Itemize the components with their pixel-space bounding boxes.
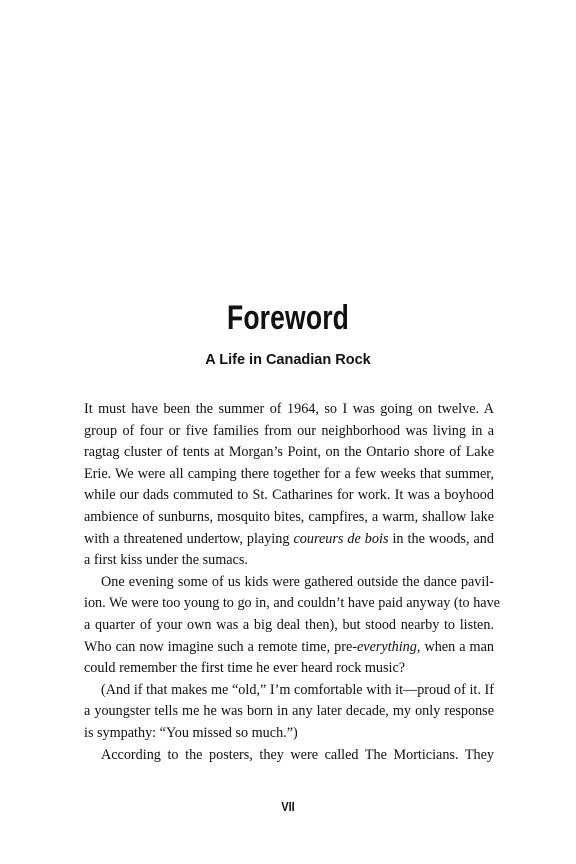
text-line: with a threatened undertow, playing coureurs de bois in the woods, and	[84, 530, 494, 547]
paragraph-3	[84, 680, 494, 745]
page-number: VII	[281, 799, 295, 814]
text-line: ambience of sunburns, mosquito bites, campfires, a warm, shallow lake	[84, 508, 494, 525]
text-line: Who can now imagine such a remote time, pre-everything, when a man	[84, 638, 494, 655]
emphasis: coureurs de bois	[293, 530, 389, 547]
paragraph-1	[84, 399, 494, 572]
body-text	[84, 399, 500, 766]
text-line: a youngster tells me he was born in any later decade, my only response	[84, 703, 494, 720]
text-line: One evening some of us kids were gathered outside the dance pavil-	[101, 573, 494, 590]
text-line: ion. We were too young to go in, and couldn’t have paid anyway (to have	[84, 595, 500, 612]
text-line: while our dads commuted to St. Catharines for work. It was a boyhood	[84, 487, 494, 504]
text-line: According to the posters, they were called The Morticians. They	[101, 746, 494, 763]
paragraph-4	[84, 745, 494, 767]
paragraph-2	[84, 572, 500, 680]
text-line: a first kiss under the sumacs.	[84, 552, 248, 569]
text-line: is sympathy: “You missed so much.”)	[84, 724, 298, 741]
text-line: could remember the first time he ever heard rock music?	[84, 660, 406, 677]
chapter-title: Foreword	[226, 299, 350, 337]
chapter-subtitle: A Life in Canadian Rock	[205, 352, 371, 368]
text-line: ragtag cluster of tents at Morgan’s Point, on the Ontario shore of Lake	[84, 444, 494, 461]
text-line: group of four or five families from our neighborhood was living in a	[84, 422, 494, 439]
text-line: It must have been the summer of 1964, so I was going on twelve. A	[84, 401, 494, 417]
emphasis: everything	[357, 638, 417, 655]
text-line: (And if that makes me “old,” I’m comfortable with it—proud of it. If	[101, 681, 494, 698]
text-line: Erie. We were all camping there together for a few weeks that summer,	[84, 465, 494, 482]
text-line: a quarter of your own was a big deal then), but stood nearby to listen.	[84, 616, 494, 633]
